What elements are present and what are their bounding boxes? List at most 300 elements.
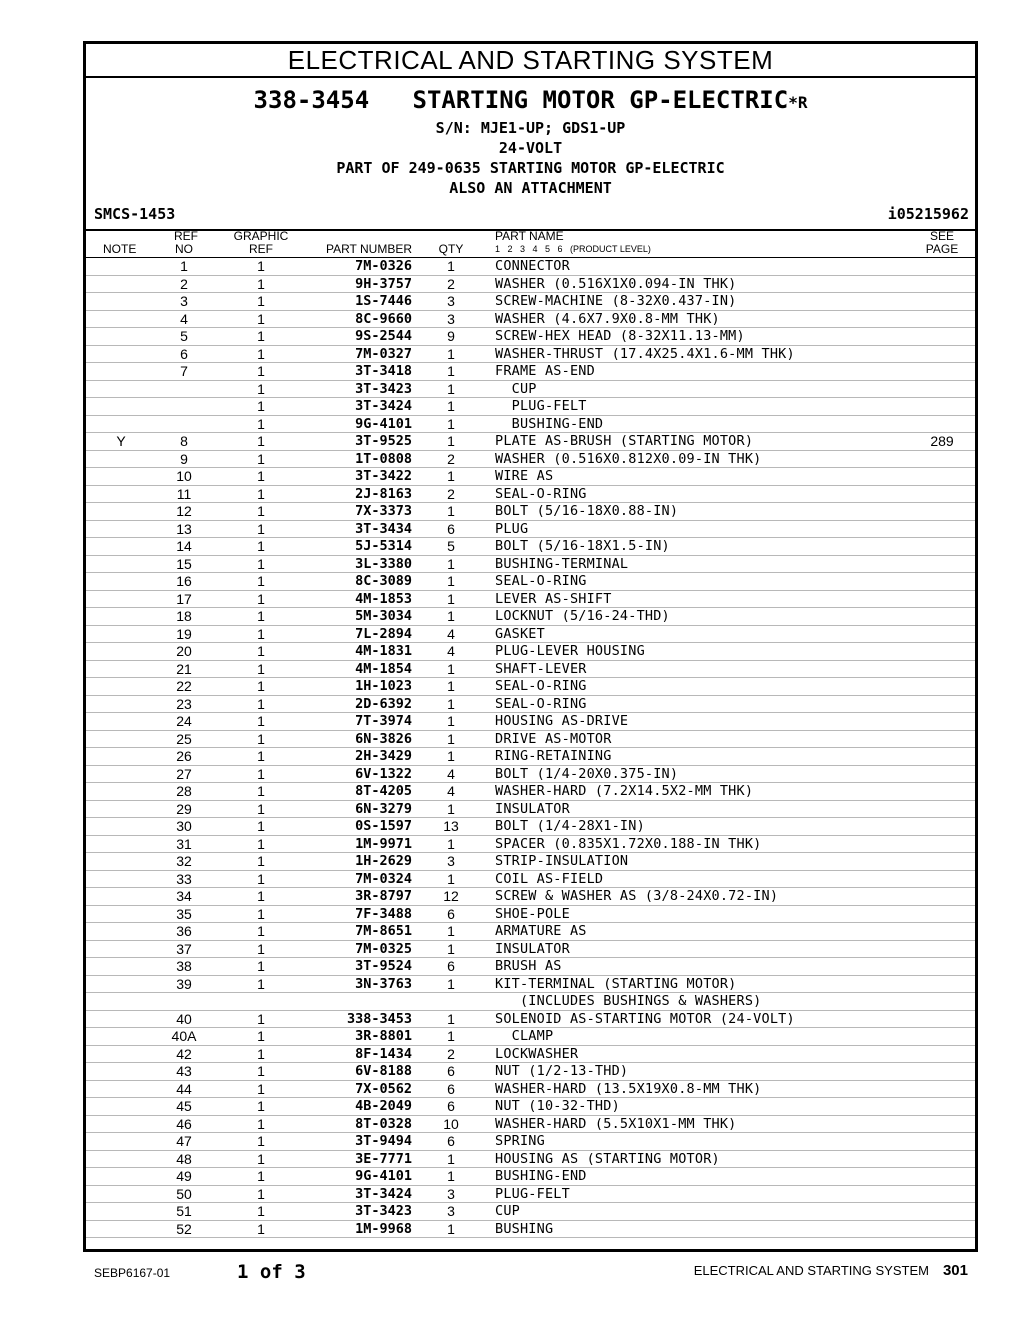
row-graphic-ref: 1 <box>257 905 265 922</box>
row-graphic-ref: 1 <box>257 538 265 554</box>
group-heading <box>86 86 975 114</box>
row-qty: 1 <box>447 870 455 887</box>
row-see-page: 289 <box>930 433 954 449</box>
row-qty: 9 <box>447 328 455 344</box>
row-part-number: 1T-0808 <box>355 450 412 467</box>
row-graphic-ref: 1 <box>257 275 265 292</box>
row-qty: 1 <box>447 608 455 624</box>
row-graphic-ref: 1 <box>257 415 265 432</box>
row-part-number: 3R-8797 <box>355 888 412 904</box>
row-qty: 2 <box>447 1045 455 1062</box>
row-part-name: PLUG-FELT <box>495 1185 570 1202</box>
row-graphic-ref: 1 <box>257 1028 265 1044</box>
row-graphic-ref: 1 <box>257 1220 265 1237</box>
row-qty: 2 <box>447 275 455 292</box>
table-row <box>86 486 975 504</box>
row-part-name: ARMATURE AS <box>495 923 587 939</box>
row-ref-no: 49 <box>176 1168 192 1184</box>
row-graphic-ref: 1 <box>257 923 265 939</box>
row-part-name: BUSHING-END <box>495 1168 587 1184</box>
row-ref-no: 38 <box>176 958 192 974</box>
row-ref-no: 13 <box>176 520 192 537</box>
row-qty: 1 <box>447 660 455 677</box>
row-qty: 3 <box>447 853 455 869</box>
row-part-number: 3T-3424 <box>355 398 412 414</box>
row-graphic-ref: 1 <box>257 730 265 747</box>
row-ref-no: 33 <box>176 870 192 887</box>
row-ref-no: 5 <box>180 328 188 344</box>
col-qty: QTY <box>438 242 464 256</box>
table-row <box>86 958 975 976</box>
row-qty: 1 <box>447 1220 455 1237</box>
table-row <box>86 993 975 1011</box>
row-part-number: 4M-1854 <box>355 660 412 677</box>
row-part-name: (INCLUDES BUSHINGS & WASHERS) <box>495 993 762 1009</box>
row-ref-no: 20 <box>176 643 192 659</box>
row-part-name: BRUSH AS <box>495 958 562 974</box>
row-part-name: LOCKNUT (5/16-24-THD) <box>495 608 670 624</box>
row-qty: 12 <box>443 888 459 904</box>
row-qty: 4 <box>447 643 455 659</box>
row-graphic-ref: 1 <box>257 328 265 344</box>
row-graphic-ref: 1 <box>257 748 265 764</box>
row-part-name: SEAL-O-RING <box>495 678 587 694</box>
row-qty: 4 <box>447 625 455 642</box>
row-part-name: WASHER-HARD (5.5X10X1-MM THK) <box>495 1115 737 1132</box>
row-part-name: BOLT (1/4-28X1-IN) <box>495 818 645 834</box>
row-graphic-ref: 1 <box>257 975 265 992</box>
row-graphic-ref: 1 <box>257 1063 265 1079</box>
row-part-name: WASHER (4.6X7.9X0.8-MM THK) <box>495 310 720 327</box>
row-part-name: SEAL-O-RING <box>495 485 587 502</box>
row-part-number: 6N-3279 <box>355 800 412 817</box>
row-part-name: WASHER (0.516X1X0.094-IN THK) <box>495 275 737 292</box>
row-part-number: 3T-9494 <box>355 1133 412 1149</box>
row-part-name: STRIP-INSULATION <box>495 853 629 869</box>
row-graphic-ref: 1 <box>257 590 265 607</box>
row-part-name: BOLT (1/4-20X0.375-IN) <box>495 765 679 782</box>
row-qty: 1 <box>447 433 455 449</box>
row-part-number: 9G-4101 <box>355 1168 412 1184</box>
row-ref-no: 6 <box>180 345 188 362</box>
row-part-number: 1M-9968 <box>355 1220 412 1237</box>
row-part-number: 2J-8163 <box>355 485 412 502</box>
row-graphic-ref: 1 <box>257 1185 265 1202</box>
table-row <box>86 398 975 416</box>
table-row <box>86 853 975 871</box>
row-graphic-ref: 1 <box>257 818 265 834</box>
row-graphic-ref: 1 <box>257 380 265 397</box>
table-row <box>86 818 975 836</box>
row-part-number: 9H-3757 <box>355 275 412 292</box>
row-part-name: RING-RETAINING <box>495 748 612 764</box>
row-part-number: 1H-2629 <box>355 853 412 869</box>
row-graphic-ref: 1 <box>257 940 265 957</box>
table-row <box>86 556 975 574</box>
row-part-number: 1H-1023 <box>355 678 412 694</box>
row-part-name: SEAL-O-RING <box>495 695 587 712</box>
table-row <box>86 293 975 311</box>
row-part-number: 7L-2894 <box>355 625 412 642</box>
row-ref-no: 8 <box>180 433 188 449</box>
row-ref-no: 47 <box>176 1133 192 1149</box>
row-ref-no: 42 <box>176 1045 192 1062</box>
row-part-number: 3E-7771 <box>355 1150 412 1167</box>
row-ref-no: 30 <box>176 818 192 834</box>
row-ref-no: 1 <box>180 258 188 274</box>
table-row <box>86 923 975 941</box>
table-row <box>86 1046 975 1064</box>
row-part-name: LEVER AS-SHIFT <box>495 590 612 607</box>
col-note: NOTE <box>103 242 137 256</box>
row-qty: 6 <box>447 1133 455 1149</box>
table-row <box>86 801 975 819</box>
row-graphic-ref: 1 <box>257 783 265 799</box>
row-part-name: GASKET <box>495 625 545 642</box>
row-qty: 6 <box>447 1063 455 1079</box>
row-graphic-ref: 1 <box>257 713 265 729</box>
row-graphic-ref: 1 <box>257 258 265 274</box>
row-ref-no: 45 <box>176 1098 192 1114</box>
table-row <box>86 1081 975 1099</box>
row-ref-no: 2 <box>180 275 188 292</box>
row-part-number: 3T-9524 <box>355 958 412 974</box>
row-qty: 1 <box>447 415 455 432</box>
row-graphic-ref: 1 <box>257 1010 265 1027</box>
row-graphic-ref: 1 <box>257 625 265 642</box>
col-product-level: 1 2 3 4 5 6 (PRODUCT LEVEL) <box>495 244 651 254</box>
row-part-name: SEAL-O-RING <box>495 573 587 589</box>
row-ref-no: 11 <box>176 485 192 502</box>
row-part-name: CLAMP <box>495 1028 554 1044</box>
row-qty: 1 <box>447 835 455 852</box>
row-qty: 1 <box>447 678 455 694</box>
row-part-number: 8C-9660 <box>355 310 412 327</box>
footer-doc-id: SEBP6167-01 <box>94 1266 171 1280</box>
table-row <box>86 1063 975 1081</box>
row-part-name: INSULATOR <box>495 940 570 957</box>
row-ref-no: 17 <box>176 590 192 607</box>
footer-page-of: 1 of 3 <box>237 1261 306 1283</box>
row-ref-no: 51 <box>176 1203 192 1219</box>
row-note: Y <box>116 433 126 449</box>
row-part-number: 2D-6392 <box>355 695 412 712</box>
row-part-name: PLUG-LEVER HOUSING <box>495 643 645 659</box>
row-qty: 1 <box>447 748 455 764</box>
table-row <box>86 643 975 661</box>
row-qty: 3 <box>447 293 455 309</box>
row-graphic-ref: 1 <box>257 1115 265 1132</box>
table-row <box>86 468 975 486</box>
row-ref-no: 31 <box>176 835 192 852</box>
row-part-number: 7M-8651 <box>355 923 412 939</box>
row-part-name: CUP <box>495 380 537 397</box>
row-graphic-ref: 1 <box>257 485 265 502</box>
row-ref-no: 32 <box>176 853 192 869</box>
row-part-name: WASHER-HARD (13.5X19X0.8-MM THK) <box>495 1080 762 1097</box>
row-ref-no: 27 <box>176 765 192 782</box>
row-graphic-ref: 1 <box>257 835 265 852</box>
col-see-top: SEE <box>929 229 954 243</box>
table-row <box>86 678 975 696</box>
table-row <box>86 1221 975 1239</box>
row-graphic-ref: 1 <box>257 503 265 519</box>
footer-section <box>694 1262 968 1279</box>
row-graphic-ref: 1 <box>257 853 265 869</box>
row-part-name: BUSHING-TERMINAL <box>495 555 629 572</box>
row-qty: 2 <box>447 485 455 502</box>
row-qty: 4 <box>447 783 455 799</box>
row-ref-no: 34 <box>176 888 192 904</box>
table-row <box>86 538 975 556</box>
row-qty: 13 <box>443 818 459 834</box>
table-row <box>86 573 975 591</box>
row-part-name: SCREW-MACHINE (8-32X0.437-IN) <box>495 293 737 309</box>
row-qty: 1 <box>447 975 455 992</box>
row-part-number: 8C-3089 <box>355 573 412 589</box>
row-part-number: 7M-0325 <box>355 940 412 957</box>
table-row <box>86 521 975 539</box>
row-qty: 1 <box>447 258 455 274</box>
parts-page-frame <box>83 41 978 1252</box>
row-qty: 1 <box>447 800 455 817</box>
row-part-number: 3L-3380 <box>355 555 412 572</box>
table-row <box>86 766 975 784</box>
row-graphic-ref: 1 <box>257 1045 265 1062</box>
row-part-number: 7M-0326 <box>355 258 412 274</box>
row-ref-no: 21 <box>176 660 192 677</box>
row-part-name: PLUG-FELT <box>495 398 587 414</box>
row-qty: 1 <box>447 923 455 939</box>
section-title: ELECTRICAL AND STARTING SYSTEM <box>86 44 975 78</box>
row-ref-no: 40 <box>176 1010 192 1027</box>
table-row <box>86 626 975 644</box>
row-part-number: 3T-3434 <box>355 520 412 537</box>
table-row <box>86 976 975 994</box>
row-ref-no: 28 <box>176 783 192 799</box>
row-graphic-ref: 1 <box>257 468 265 484</box>
row-graphic-ref: 1 <box>257 800 265 817</box>
row-part-name: BUSHING <box>495 1220 554 1237</box>
row-qty: 4 <box>447 765 455 782</box>
row-graphic-ref: 1 <box>257 555 265 572</box>
row-graphic-ref: 1 <box>257 433 265 449</box>
table-row <box>86 1028 975 1046</box>
row-part-name: PLATE AS-BRUSH (STARTING MOTOR) <box>495 433 754 449</box>
row-ref-no: 26 <box>176 748 192 764</box>
row-ref-no: 35 <box>176 905 192 922</box>
row-part-number: 4M-1831 <box>355 643 412 659</box>
row-qty: 1 <box>447 590 455 607</box>
row-part-name: BUSHING-END <box>495 415 604 432</box>
row-part-number: 7M-0327 <box>355 345 412 362</box>
col-part-number: PART NUMBER <box>325 242 412 256</box>
row-part-name: SPACER (0.835X1.72X0.188-IN THK) <box>495 835 762 852</box>
table-row <box>86 941 975 959</box>
row-part-number: 1S-7446 <box>355 293 412 309</box>
row-part-number: 6N-3826 <box>355 730 412 747</box>
row-part-name: SCREW-HEX HEAD (8-32X11.13-MM) <box>495 328 745 344</box>
row-ref-no: 29 <box>176 800 192 817</box>
table-row <box>86 381 975 399</box>
row-ref-no: 43 <box>176 1063 192 1079</box>
row-qty: 6 <box>447 1080 455 1097</box>
row-ref-no: 22 <box>176 678 192 694</box>
row-qty: 1 <box>447 573 455 589</box>
row-ref-no: 24 <box>176 713 192 729</box>
row-qty: 2 <box>447 450 455 467</box>
row-part-name: BOLT (5/16-18X1.5-IN) <box>495 538 670 554</box>
table-row <box>86 836 975 854</box>
table-row <box>86 731 975 749</box>
row-graphic-ref: 1 <box>257 608 265 624</box>
row-graphic-ref: 1 <box>257 1098 265 1114</box>
row-graphic-ref: 1 <box>257 1150 265 1167</box>
row-qty: 6 <box>447 520 455 537</box>
row-ref-no: 52 <box>176 1220 192 1237</box>
row-ref-no: 36 <box>176 923 192 939</box>
row-part-name: SHAFT-LEVER <box>495 660 587 677</box>
table-row <box>86 276 975 294</box>
row-part-number: 8T-4205 <box>355 783 412 799</box>
row-ref-no: 23 <box>176 695 192 712</box>
row-graphic-ref: 1 <box>257 450 265 467</box>
row-part-number: 3T-3418 <box>355 363 412 379</box>
row-part-number: 4M-1853 <box>355 590 412 607</box>
row-part-number: 1M-9971 <box>355 835 412 852</box>
row-ref-no: 44 <box>176 1080 192 1097</box>
row-qty: 1 <box>447 398 455 414</box>
row-graphic-ref: 1 <box>257 765 265 782</box>
row-ref-no: 25 <box>176 730 192 747</box>
row-part-name: WASHER-THRUST (17.4X25.4X1.6-MM THK) <box>495 345 795 362</box>
table-row <box>86 311 975 329</box>
col-ref-bot: NO <box>175 242 193 256</box>
row-part-number: 5M-3034 <box>355 608 412 624</box>
group-name: STARTING MOTOR GP-ELECTRIC <box>412 86 789 114</box>
row-qty: 5 <box>447 538 455 554</box>
table-row <box>86 1011 975 1029</box>
row-qty: 1 <box>447 1168 455 1184</box>
row-qty: 1 <box>447 1150 455 1167</box>
row-qty: 1 <box>447 695 455 712</box>
row-qty: 1 <box>447 555 455 572</box>
row-qty: 1 <box>447 503 455 519</box>
row-part-name: PLUG <box>495 520 529 537</box>
table-row <box>86 748 975 766</box>
row-part-name: BOLT (5/16-18X0.88-IN) <box>495 503 679 519</box>
footer-page-number: 301 <box>942 1262 968 1279</box>
table-row <box>86 783 975 801</box>
row-part-number: 7M-0324 <box>355 870 412 887</box>
row-graphic-ref: 1 <box>257 293 265 309</box>
row-qty: 6 <box>447 1098 455 1114</box>
row-part-number: 3N-3763 <box>355 975 412 992</box>
table-row <box>86 696 975 714</box>
row-part-name: INSULATOR <box>495 800 570 817</box>
row-graphic-ref: 1 <box>257 695 265 712</box>
table-row <box>86 328 975 346</box>
col-ref-top: REF <box>174 229 198 243</box>
row-ref-no: 50 <box>176 1185 192 1202</box>
row-qty: 6 <box>447 958 455 974</box>
row-part-name: FRAME AS-END <box>495 363 595 379</box>
row-part-number: 3T-9525 <box>355 433 412 449</box>
row-part-name: LOCKWASHER <box>495 1045 579 1062</box>
table-row <box>86 661 975 679</box>
part-of-line: PART OF 249-0635 STARTING MOTOR GP-ELECTRIC <box>336 159 725 177</box>
voltage: 24-VOLT <box>498 139 563 157</box>
row-part-name: COIL AS-FIELD <box>495 870 604 887</box>
table-row <box>86 1151 975 1169</box>
row-graphic-ref: 1 <box>257 363 265 379</box>
row-part-number: 3T-3423 <box>355 1203 412 1219</box>
row-part-name: WASHER-HARD (7.2X14.5X2-MM THK) <box>495 783 754 799</box>
row-part-number: 3T-3424 <box>355 1185 412 1202</box>
row-part-number: 0S-1597 <box>355 818 412 834</box>
row-part-number: 5J-5314 <box>355 538 412 554</box>
row-qty: 1 <box>447 1010 455 1027</box>
row-qty: 3 <box>447 1203 455 1219</box>
table-row <box>86 1186 975 1204</box>
row-ref-no: 39 <box>176 975 192 992</box>
row-ref-no: 16 <box>176 573 192 589</box>
row-qty: 1 <box>447 940 455 957</box>
table-row <box>86 1116 975 1134</box>
row-part-name: NUT (10-32-THD) <box>495 1098 620 1114</box>
row-ref-no: 3 <box>180 293 188 309</box>
row-part-name: KIT-TERMINAL (STARTING MOTOR) <box>495 975 737 992</box>
col-see-bot: PAGE <box>925 242 959 256</box>
row-graphic-ref: 1 <box>257 888 265 904</box>
row-ref-no: 46 <box>176 1115 192 1132</box>
table-row <box>86 416 975 434</box>
row-part-number: 3T-3423 <box>355 380 412 397</box>
row-qty: 3 <box>447 1185 455 1202</box>
row-qty: 10 <box>443 1115 459 1132</box>
row-qty: 1 <box>447 363 455 379</box>
row-part-number: 9G-4101 <box>355 415 412 432</box>
row-part-number: 4B-2049 <box>355 1098 412 1114</box>
row-ref-no: 40A <box>171 1028 197 1044</box>
row-graphic-ref: 1 <box>257 660 265 677</box>
row-part-number: 2H-3429 <box>355 748 412 764</box>
smcs-code: SMCS-1453 <box>94 205 176 223</box>
row-ref-no: 14 <box>176 538 192 554</box>
table-row <box>86 258 975 276</box>
col-graphic-top: GRAPHIC <box>233 229 289 243</box>
row-ref-no: 10 <box>176 468 192 484</box>
row-ref-no: 7 <box>180 363 188 379</box>
table-row <box>86 433 975 451</box>
table-row <box>86 346 975 364</box>
table-row <box>86 888 975 906</box>
group-marker: *R <box>788 93 808 112</box>
row-part-number: 3T-3422 <box>355 468 412 484</box>
row-part-number: 3R-8801 <box>355 1028 412 1044</box>
table-row <box>86 451 975 469</box>
col-part-name: PART NAME <box>495 229 564 243</box>
table-row <box>86 906 975 924</box>
row-part-number: 338-3453 <box>346 1010 412 1027</box>
table-row <box>86 503 975 521</box>
row-part-name: WIRE AS <box>495 468 554 484</box>
row-ref-no: 9 <box>180 450 188 467</box>
row-part-number: 7F-3488 <box>355 905 412 922</box>
row-ref-no: 19 <box>176 625 192 642</box>
row-qty: 6 <box>447 905 455 922</box>
row-graphic-ref: 1 <box>257 1168 265 1184</box>
